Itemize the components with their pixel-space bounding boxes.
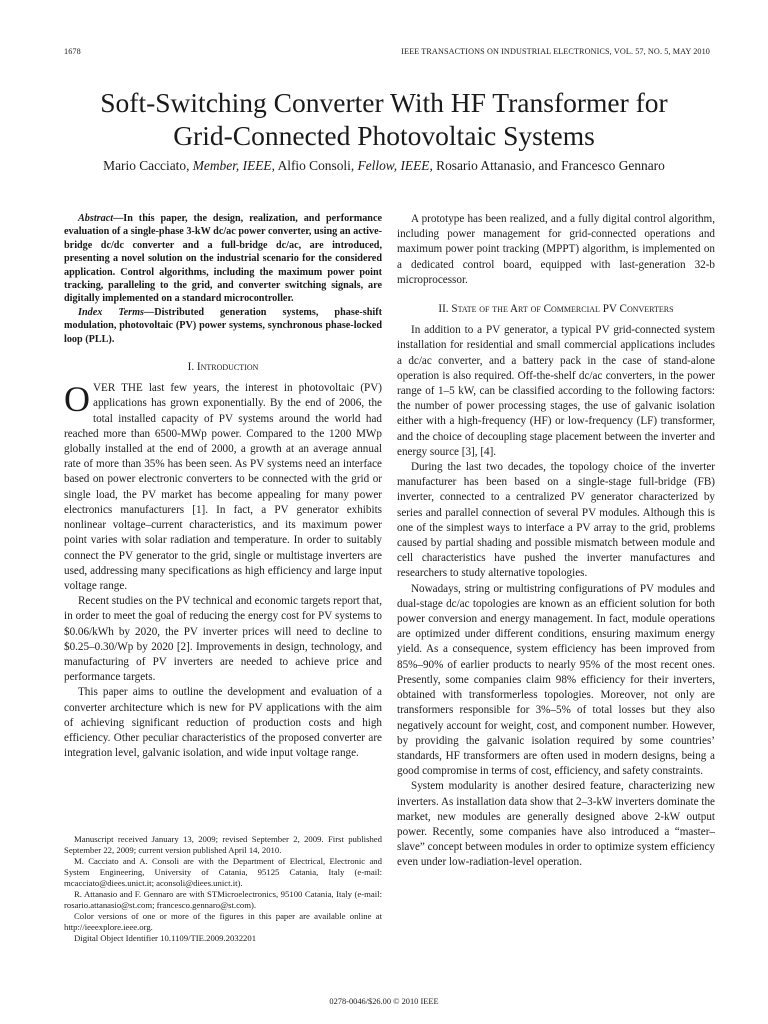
paper-title (40, 86, 728, 152)
author-2-role: Fellow, IEEE (357, 158, 430, 173)
intro-paragraph-2: Recent studies on the PV technical and economic targets report that, in order to meet the goal of reducing the energy cost for PV systems to $0.06/kWh by 2020, the PV inverter prices will need to decline to $0.25–0.30/Wp by 2020 [2]. Improvements in design, technology, and manufacturing of PV inverters are needed to achieve price and performance targets. (64, 595, 382, 684)
right-column (397, 212, 715, 871)
section-heading-introduction: I. Introduction (187, 361, 259, 374)
left-column (64, 212, 382, 761)
index-terms-text: —Distributed generation systems, phase-shift modulation, photovoltaic (PV) power systems, synchronous phase-locked loop (PLL). (64, 306, 382, 345)
title-line-1: Soft-Switching Converter With HF Transformer for (100, 87, 668, 118)
drop-cap: O (64, 379, 90, 420)
abstract-text: —In this paper, the design, realization, and performance evaluation of a single-phase 3-kW dc/ac power converter, using an active-bridge dc/dc converter and a full-bridge dc/ac, are introduced, presenting a novel solution on the industrial scenario for the considered application. Control algorithms, including the maximum power point tracking, paralleling to the grid, and converter switching signals, are digitally implemented on a standard microcontroller. (64, 213, 382, 305)
footnote-affiliation-1: M. Cacciato and A. Consoli are with the Department of Electrical, Electronic and System Engineering, University of Catania, 95125 Catania, Italy (e-mail: mcacciato@diees.unict.it; aconsoli@diees.unict.it). (64, 856, 382, 888)
journal-header: IEEE TRANSACTIONS ON INDUSTRIAL ELECTRONICS, VOL. 57, NO. 5, MAY 2010 (401, 47, 710, 56)
section-heading-state-of-art: II. State of the Art of Commercial PV Converters (438, 303, 674, 316)
state-paragraph-3: Nowadays, string or multistring configurations of PV modules and dual-stage dc/ac topologies are known as an efficient solution for both power conversion and energy management. In fact, module operations are optimized under different conditions, ensuring maximum energy yield. As a consequence, system efficiency has been improved from 85%–90% of earlier products to nearly 95% of the most recent ones. Presently, some companies claim 98% efficiency for their inverters, obtained with transformerless topologies. Moreover, not only are transformers responsible for 3%–5% of total losses but they also negatively account for weight, cost, and component number. However, by providing the galvanic isolation required by some countries’ standards, HF transformers are often used in modern designs, being a good compromise in terms of cost, efficiency, and safety constraints. (397, 582, 715, 778)
footnote-color-versions: Color versions of one or more of the figures in this paper are available online at http://ieeexplore.ieee.org. (64, 911, 382, 932)
index-terms (64, 306, 382, 346)
author-1-role: Member, IEEE (192, 158, 272, 173)
copyright-line: 0278-0046/$26.00 © 2010 IEEE (329, 997, 439, 1006)
index-terms-label: Index Terms (78, 306, 145, 318)
abstract (64, 212, 382, 306)
author-3-4: , Rosario Attanasio, and Francesco Gennaro (429, 158, 665, 173)
abstract-label: Abstract (78, 213, 114, 224)
author-1: Mario Cacciato, (103, 158, 193, 173)
state-paragraph-1: In addition to a PV generator, a typical PV grid-connected system installation for residential and small commercial applications includes a dc/ac converter, and a battery pack in the case of stand-alone operation is also required. Off-the-shelf dc/ac converters, in the power range of 1–5 kW, can be classified according to the following factors: the number of power processing stages, the use of galvanic isolation either with a high-frequency (HF) or low-frequency (LF) transformer, and the choice of decoupling stage placement between the inverter and energy source [3], [4]. (397, 324, 715, 458)
footnotes (64, 834, 382, 944)
title-line-2: Grid-Connected Photovoltaic Systems (173, 120, 595, 151)
intro-paragraph-1 (64, 381, 382, 594)
intro-paragraph-1-text: VER THE last few years, the interest in photovoltaic (PV) applications has grown exponentially. By the end of 2006, the total installed capacity of PV systems around the world had reached more than 6500-MWp power. Compared to the 1200 MWp globally installed at the end of 2000, a growth at an average annual rate of more than 35% has been seen. As PV systems need an interface based on power electronic converters to be connected with the grid or single load, the PV market has become appealing for many power electronics manufacturers [1]. In fact, a PV generator exhibits nonlinear voltage–current characteristics, and its maximum power point varies with solar radiation and temperature. In order to suitably connect the PV generator to the grid, single or multistage inverters are used, addressing many specifications as high efficiency and large input voltage range. (64, 382, 382, 592)
author-list (40, 158, 728, 174)
author-2: , Alfio Consoli, (271, 158, 358, 173)
page-number: 1678 (64, 47, 81, 56)
prototype-paragraph: A prototype has been realized, and a fully digital control algorithm, including power management for grid-connected operations and maximum power point tracking (MPPT) algorithm, is implemented on a dedicated control board, equipped with last-generation 32-b microprocessor. (397, 213, 715, 286)
intro-paragraph-3: This paper aims to outline the development and evaluation of a converter architecture which is new for PV applications with the aim of achieving significant reduction of production costs and high efficiency. Other peculiar characteristics of the proposed converter are integration level, galvanic isolation, and wide input voltage range. (64, 686, 382, 760)
footnote-doi: Digital Object Identifier 10.1109/TIE.2009.2032201 (74, 933, 257, 943)
footnote-manuscript: Manuscript received January 13, 2009; revised September 2, 2009. First published September 22, 2009; current version published April 14, 2010. (64, 834, 382, 855)
state-paragraph-2: During the last two decades, the topology choice of the inverter manufacturer has been based on a single-stage full-bridge (FB) inverter, connected to a centralized PV generator characterized by series and parallel connection of several PV modules. Although this is one of the simplest ways to interface a PV array to the grid, problems caused by partial shading and possible mismatch between module and cell characteristics have pushed the inverter manufactures and researchers to study alternative topologies. (397, 461, 715, 580)
footnote-affiliation-2: R. Attanasio and F. Gennaro are with STMicroelectronics, 95100 Catania, Italy (e-mail: rosario.attanasio@st.com; francesco.gennaro@st.com). (64, 889, 382, 910)
state-paragraph-4: System modularity is another desired feature, characterizing new inverters. As installation data show that 2–3-kW inverters dominate the market, new modules are generally designed above 2-kW output power. Recently, some companies have also introduced a “master–slave” concept between modules in order to optimize system efficiency even under low-radiation-level operation. (397, 780, 715, 869)
